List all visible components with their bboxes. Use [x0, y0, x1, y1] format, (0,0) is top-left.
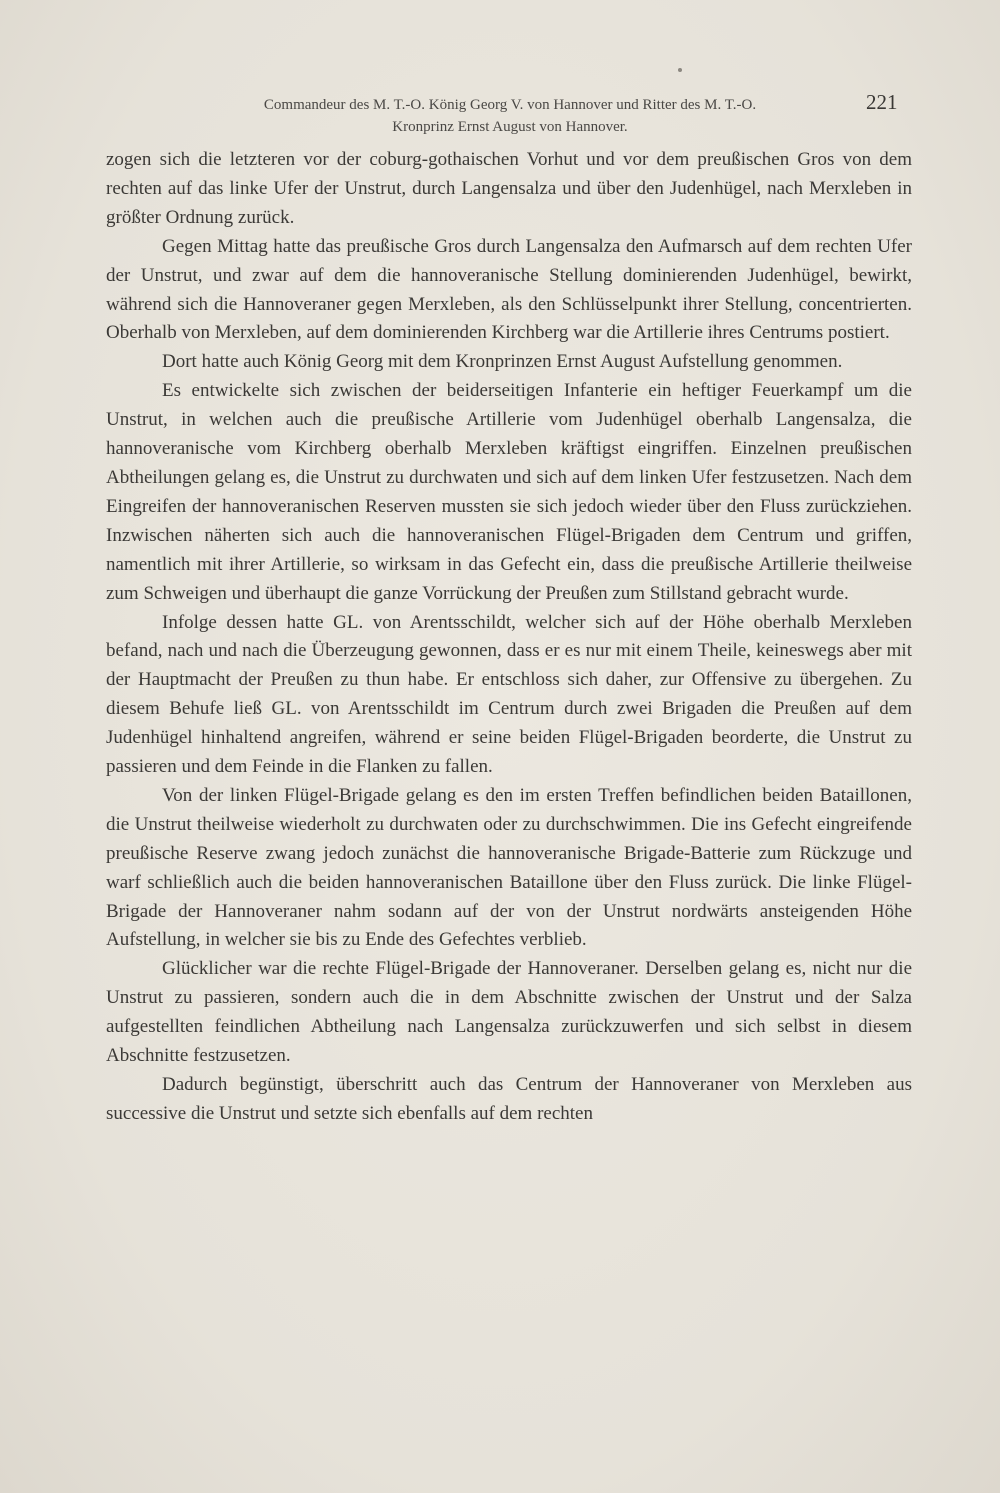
- paragraph: Glücklicher war die rechte Flügel-Brigade der Hannoveraner. Derselben gelang es, nicht nur die Unstrut zu passieren, sondern auch die in dem Abschnitte zwischen der Unstrut und der Salza aufgestellten feindlichen Abtheilung nach Langensalza zurückzuwerfen und sich selbst in diesem Abschnitte festzusetzen.: [106, 958, 912, 1067]
- paragraph: Es entwickelte sich zwischen der beiderseitigen Infanterie ein heftiger Feuerkampf um die Unstrut, in welchen auch die preußische Artillerie vom Judenhügel oberhalb Langensalza, die hannoveranische vom Kirchberg oberhalb Merxleben kräftigst eingriffen. Einzelnen preußischen Abtheilungen gelang es, die Unstrut zu durchwaten und sich auf dem linken Ufer festzusetzen. Nach dem Eingreifen der hannoveranischen Reserven mussten sie sich jedoch wieder über den Fluss zurückziehen. Inzwischen näherten sich auch die hannoveranischen Flügel-Brigaden dem Centrum und griffen, namentlich mit ihrer Artillerie, so wirksam in das Gefecht ein, dass die preußische Artillerie theilweise zum Schweigen und überhaupt die ganze Vorrückung der Preußen zum Stillstand gebracht wurde.: [106, 380, 912, 604]
- page-number: 221: [866, 90, 898, 114]
- running-title-line-2: Kronprinz Ernst August von Hannover.: [392, 119, 628, 135]
- paragraph: Gegen Mittag hatte das preußische Gros durch Langensalza den Aufmarsch auf dem rechten Ufer der Unstrut, und zwar auf dem die hannoveranische Stellung dominierenden Judenhügel, bewirkt, während sich die Hannoveraner gegen Merxleben, als den Schlüsselpunkt ihrer Stellung, concentrierten. Oberhalb von Merxleben, auf dem dominierenden Kirchberg war die Artillerie ihres Centrums postiert.: [106, 235, 912, 344]
- paragraph: Infolge dessen hatte GL. von Arentsschildt, welcher sich auf der Höhe oberhalb Merxleben befand, nach und nach die Überzeugung gewonnen, dass er es nur mit einem Theile, keineswegs aber mit der Hauptmacht der Preußen zu thun habe. Er entschloss sich daher, zur Offensive zu übergehen. Zu diesem Behufe ließ GL. von Arentsschildt im Centrum durch zwei Brigaden die Preußen auf dem Judenhügel hinhaltend angreifen, während er seine beiden Flügel-Brigaden beorderte, die Unstrut zu passieren und dem Feinde in die Flanken zu fallen.: [106, 611, 912, 778]
- paragraph: Von der linken Flügel-Brigade gelang es den im ersten Treffen befindlichen beiden Bataillonen, die Unstrut theilweise wiederholt zu durchwaten oder zu durchschwimmen. Die ins Gefecht eingreifende preußische Reserve zwang jedoch zunächst die hannoveranische Brigade-Batterie zum Rückzuge und warf schließlich auch die beiden hannoveranischen Bataillone über den Fluss zurück. Die linke Flügel-Brigade der Hannoveraner nahm sodann auf der von der Unstrut nordwärts ansteigenden Höhe Aufstellung, in welcher sie bis zu Ende des Gefechtes verblieb.: [106, 784, 912, 951]
- paper-speck: [678, 68, 682, 72]
- paragraph: zogen sich die letzteren vor der coburg-gothaischen Vorhut und vor dem preußischen Gros von dem rechten auf das linke Ufer der Unstrut, durch Langensalza und über den Judenhügel, nach Merxleben in größter Ordnung zurück.: [106, 149, 912, 228]
- running-title-line-1: Commandeur des M. T.-O. König Georg V. von Hannover und Ritter des M. T.-O.: [263, 97, 757, 113]
- running-header: [190, 94, 830, 138]
- paragraph: Dadurch begünstigt, überschritt auch das Centrum der Hannoveraner von Merxleben aus successive die Unstrut und setzte sich ebenfalls auf dem rechten: [106, 1074, 912, 1124]
- body-text: [106, 146, 912, 1129]
- paragraph: Dort hatte auch König Georg mit dem Kronprinzen Ernst August Aufstellung genommen.: [162, 351, 843, 373]
